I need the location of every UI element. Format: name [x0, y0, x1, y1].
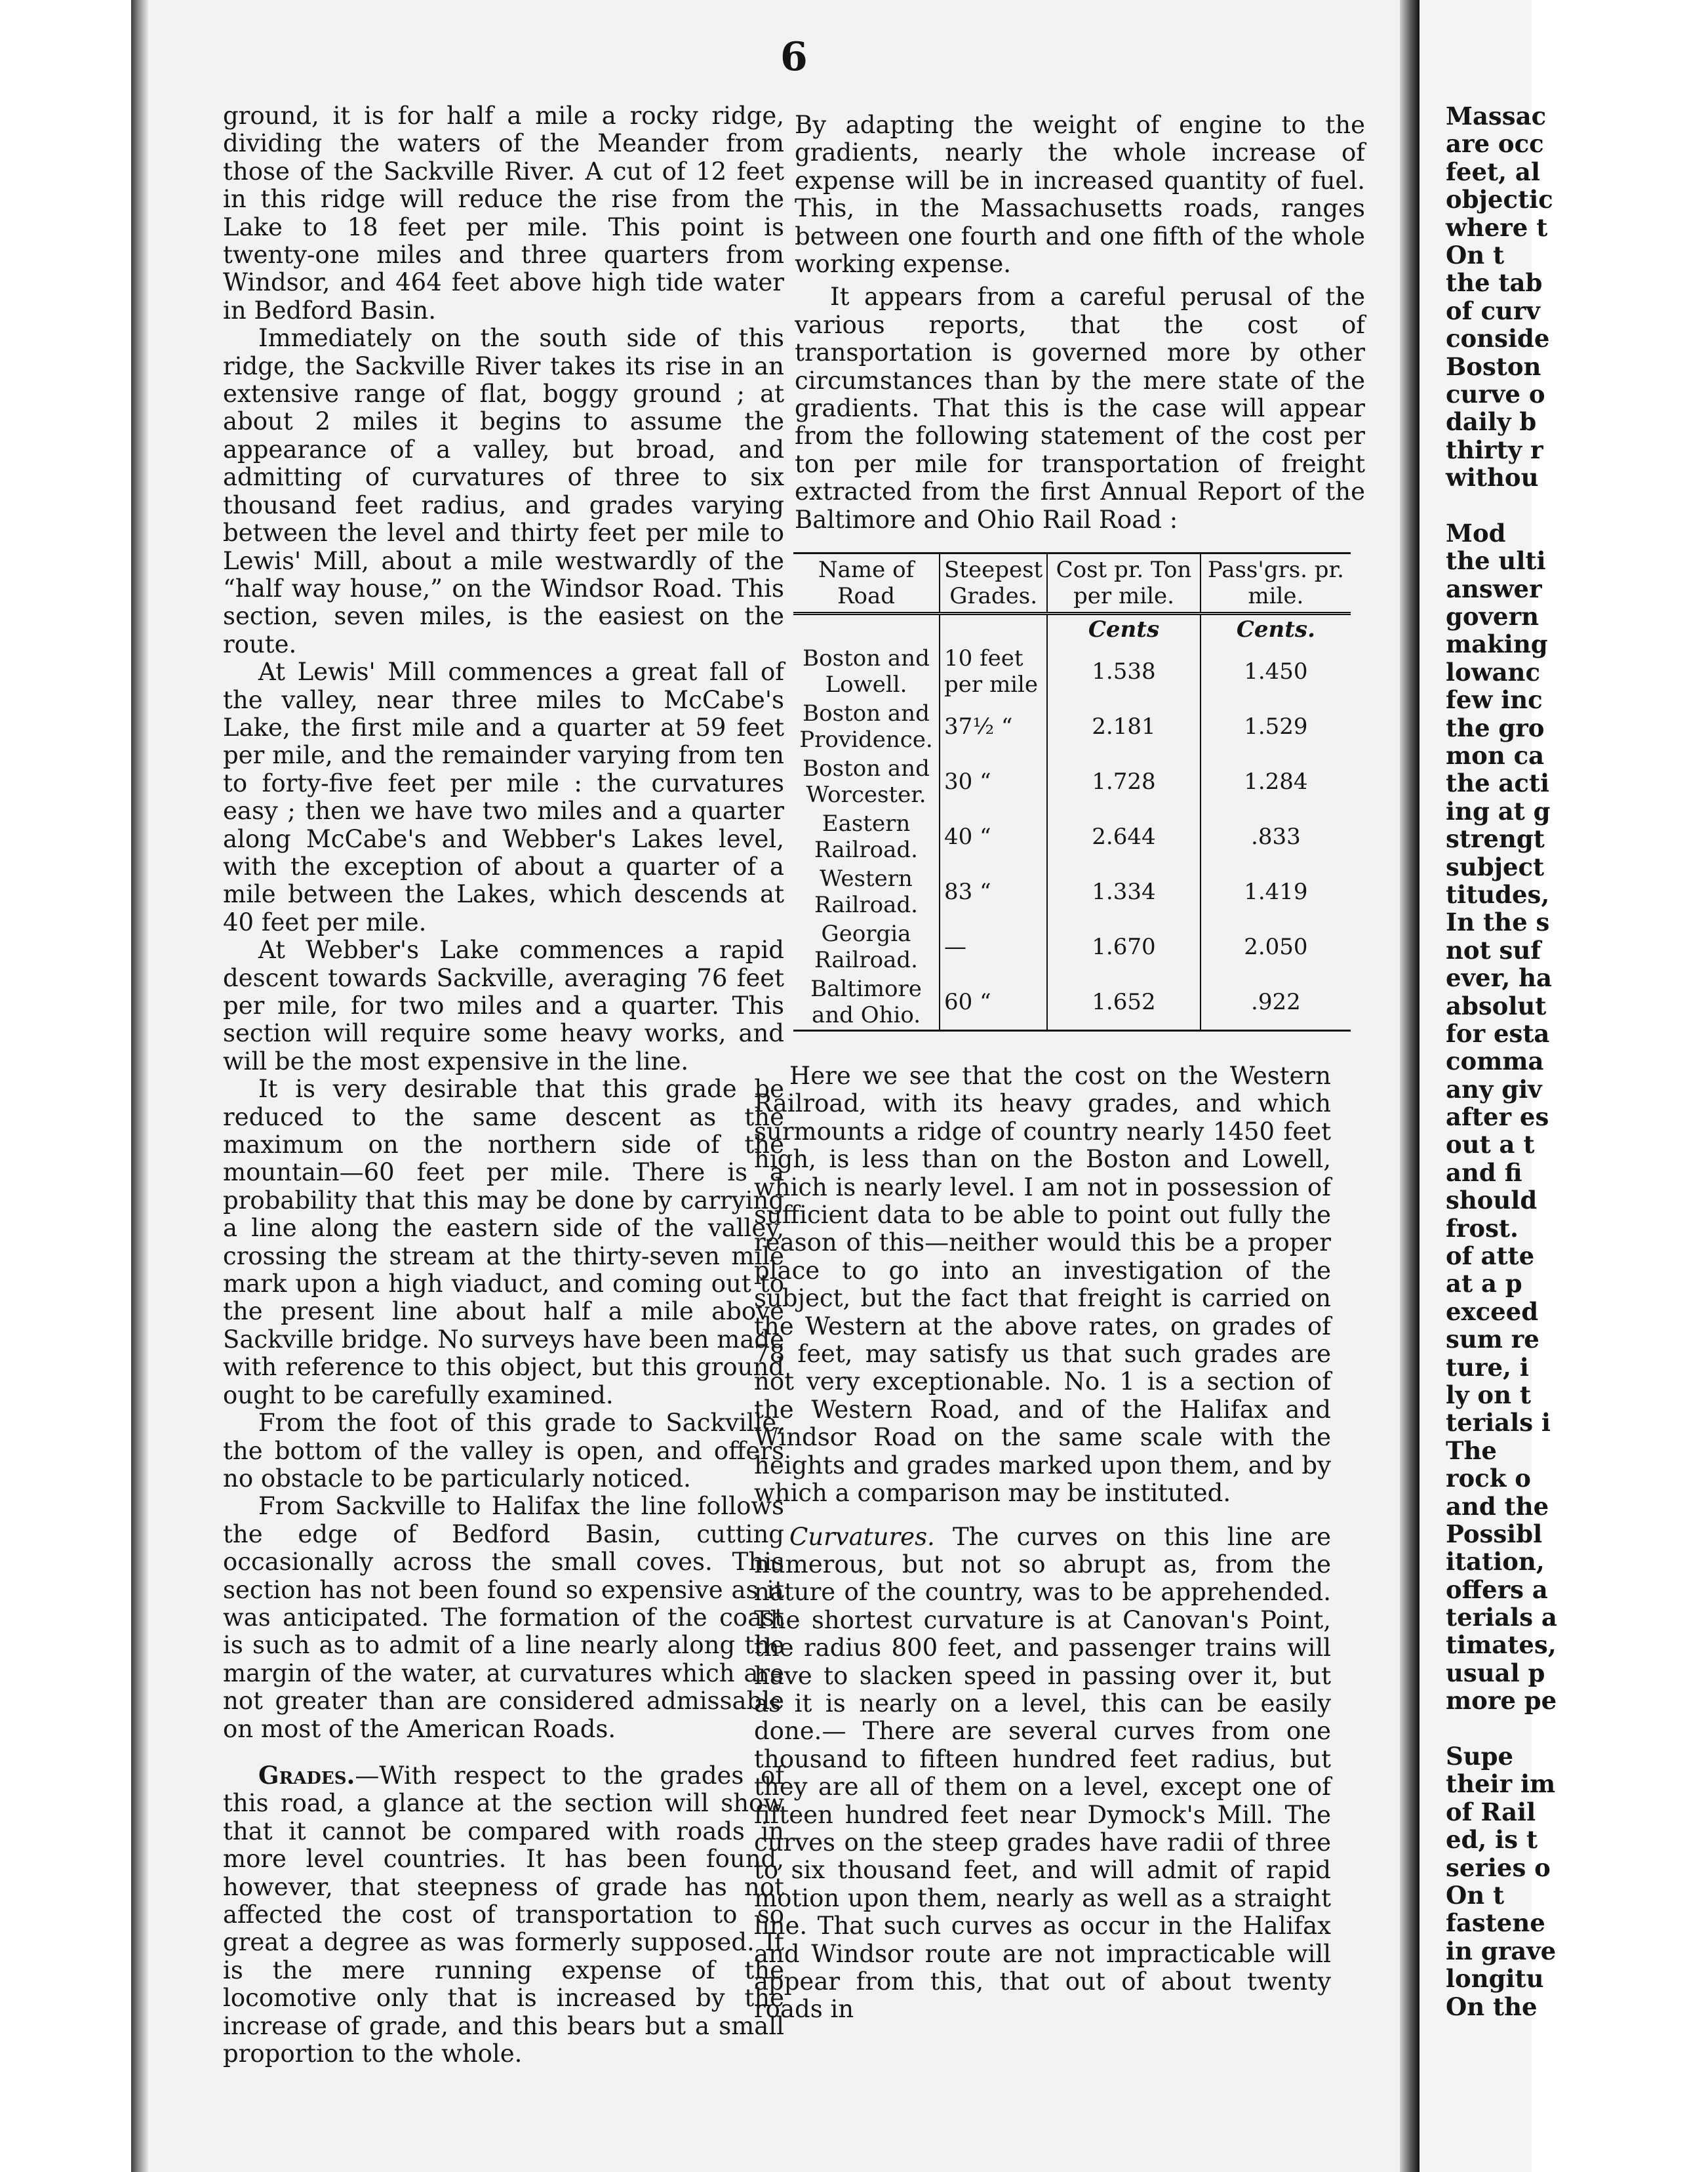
curvatures-heading: Curvatures.	[789, 1522, 935, 1551]
road-name: Georgia Railroad.	[814, 921, 918, 973]
fragment-line: terials i	[1446, 1408, 1551, 1438]
fragment-line: curve o	[1446, 379, 1545, 409]
fragment-line: itation,	[1446, 1547, 1545, 1577]
steepest-grade: 37½ “	[940, 699, 1047, 754]
fragment-line: feet, al	[1446, 157, 1540, 186]
passenger-cost: 1.284	[1201, 754, 1351, 809]
table-row	[793, 809, 1351, 864]
fragment-line: titudes,	[1446, 879, 1550, 909]
fragment-line: frost.	[1446, 1213, 1519, 1243]
header-steepest-grades: Steepest Grades.	[940, 553, 1047, 614]
header-name-of-road: Name of Road	[793, 553, 940, 614]
fragment-line: answer	[1446, 574, 1542, 603]
fragment-line: of atte	[1446, 1241, 1535, 1271]
fragment-line: On t	[1446, 240, 1505, 270]
paragraph: From Sackville to Halifax the line follows the edge of Bedford Basin, cutting occasionally across the small coves. This section has not been found so expensive as it was anticipated. The formation of the coast is such as to admit of a line nearly along the margin of the water, at curvatures which are not greater than are considered admissable on most of the American Roads.	[223, 1492, 784, 1743]
fragment-line: comma	[1446, 1047, 1544, 1076]
fragment-line: and the	[1446, 1491, 1549, 1521]
fragment-line	[1446, 491, 1708, 519]
transport-cost-table	[793, 552, 1351, 1032]
adjacent-page-text	[1446, 102, 1708, 2021]
fragment-line: lowanc	[1446, 657, 1540, 687]
cost-per-ton: 1.538	[1047, 644, 1201, 699]
fragment-line: Mod	[1446, 518, 1506, 548]
fragment-line: for esta	[1446, 1018, 1550, 1048]
fragment-line: the acti	[1446, 769, 1550, 798]
curvatures-paragraph	[754, 1523, 1331, 2024]
steepest-grade: 10 feet per mile	[940, 644, 1047, 699]
road-name: Baltimore and Ohio.	[793, 975, 940, 1031]
paragraph: ground, it is for half a mile a rocky ridge, dividing the waters of the Meander from those of the Sackville River. A cut of 12 feet in this ridge will reduce the rise from the Lake to 18 feet per mile. This point is twenty-one miles and three quarters from Windsor, and 464 feet above high tide water in Bedford Basin.	[223, 102, 784, 325]
cost-per-ton: 1.728	[1047, 754, 1201, 809]
fragment-line: in grave	[1446, 1936, 1557, 1965]
road-name: Boston and Worcester.	[803, 755, 930, 808]
paragraph: At Lewis' Mill commences a great fall of the valley, near three miles to McCabe's Lake, the first mile and a quarter at 59 feet per mile, and the remainder varying from ten to forty-five feet per mile : the curvatures easy ; then we have two miles and a quarter along McCabe's and Webber's Lakes level, with the exception of about a quarter of a mile between the Lakes, which descends at 40 feet per mile.	[223, 658, 784, 936]
units-cell: Cents	[1047, 614, 1201, 645]
fragment-line: longitu	[1446, 1964, 1544, 1994]
fragment-line: series o	[1446, 1853, 1551, 1882]
fragment-line: Massac	[1446, 102, 1547, 131]
road-name: Western Railroad.	[814, 866, 918, 918]
fragment-line: any giv	[1446, 1074, 1542, 1104]
curvatures-text: The curves on this line are numerous, but not so abrupt as, from the nature of the country, was to be apprehended. The shortest curvature is at Canovan's Point, the radius 800 feet, and passenger trains will have to slacken speed in passing over it, but as it is nearly on a level, this can be easily done.— There are several curves from one thousand to fifteen hundred feet radius, but they are all of them on a level, except one of fifteen hundred feet near Dymock's Mill. The curves on the steep grades have radii of three to six thousand feet, and will admit of rapid motion upon them, nearly as well as a straight line. That such curves as occur in the Halifax and Windsor route are not impracticable will appear from this, that out of about twenty roads in	[754, 1522, 1331, 2024]
fragment-line: and fi	[1446, 1157, 1522, 1187]
table-row	[793, 754, 1351, 809]
fragment-line: ly on t	[1446, 1380, 1531, 1409]
cost-per-ton: 2.181	[1047, 699, 1201, 754]
fragment-line: conside	[1446, 324, 1550, 353]
fragment-line: out a t	[1446, 1130, 1535, 1159]
fragment-line: rock o	[1446, 1464, 1531, 1493]
fragment-line: In the s	[1446, 908, 1550, 937]
road-name: Boston and Lowell.	[803, 645, 930, 698]
fragment-line: fastene	[1446, 1908, 1545, 1938]
table-row	[793, 919, 1351, 975]
grades-text: —With respect to the grades of this road, a glance at the section will show that it cannot be compared with roads in more level countries. It has been found, however, that steepness of grade has not affected the cost of transportation to so great a degree as was formerly supposed. It is the mere running expense of the locomotive only that is increased by the increase of grade, and this bears but a small proportion to the whole.	[223, 1761, 784, 2068]
fragment-line: making	[1446, 630, 1548, 659]
steepest-grade: 83 “	[940, 864, 1047, 919]
fragment-line: the gro	[1446, 713, 1545, 742]
fragment-line: terials a	[1446, 1603, 1557, 1632]
header-passengers-per-mile: Pass'grs. pr. mile.	[1201, 553, 1351, 614]
fragment-line: strengt	[1446, 824, 1545, 854]
units-cell	[793, 614, 940, 645]
steepest-grade: —	[940, 919, 1047, 975]
fragment-line: few inc	[1446, 685, 1543, 715]
page-number: 6	[780, 34, 808, 80]
fragment-line: withou	[1446, 463, 1539, 493]
table-row	[793, 699, 1351, 754]
road-name: Eastern Railroad.	[814, 811, 918, 863]
units-cell: Cents.	[1201, 614, 1351, 645]
paragraph: It appears from a careful perusal of the various reports, that the cost of transportation is governed more by other circumstances than by the mere state of the gradients. That this is the case will appear from the following statement of the cost per ton per mile for transportation of freight extracted from the first Annual Report of the Baltimore and Ohio Rail Road :	[795, 283, 1365, 534]
fragment-line: of Rail	[1446, 1797, 1536, 1826]
cost-per-ton: 1.652	[1047, 975, 1201, 1031]
table-units-row	[793, 614, 1351, 645]
paragraph: Here we see that the cost on the Western Railroad, with its heavy grades, and which surmounts a ridge of country nearly 1450 feet high, is less than on the Boston and Lowell, which is nearly level. I am not in possession of sufficient data to be able to point out fully the reason of this—neither would this be a proper place to go into an investigation of the subject, but the fact that freight is carried on the Western at the above rates, on grades of 78 feet, may satisfy us that such grades are not very exceptionable. No. 1 is a section of the Western Road, and of the Halifax and Windsor Road on the same scale with the heights and grades marked upon them, and by which a comparison may be instituted.	[754, 1062, 1331, 1508]
fragment-line: offers a	[1446, 1575, 1548, 1604]
road-name: Boston and Providence.	[799, 700, 933, 753]
right-column-top	[795, 111, 1365, 534]
adjacent-page-fragment	[1420, 0, 1557, 2172]
fragment-line: On the	[1446, 1992, 1538, 2021]
units-cell	[940, 614, 1047, 645]
fragment-line: after es	[1446, 1102, 1549, 1132]
fragment-line: subject	[1446, 852, 1545, 881]
cost-per-ton: 2.644	[1047, 809, 1201, 864]
fragment-line: Boston	[1446, 352, 1541, 381]
fragment-line: ing at g	[1446, 796, 1551, 826]
paragraph: At Webber's Lake commences a rapid descent towards Sackville, averaging 76 feet per mile, for two miles and a quarter. This section will require some heavy works, and will be the most expensive in the line.	[223, 936, 784, 1076]
passenger-cost: 1.419	[1201, 864, 1351, 919]
paragraph: From the foot of this grade to Sackville, the bottom of the valley is open, and offers no obstacle to be particularly noticed.	[223, 1409, 784, 1493]
fragment-line	[1446, 1715, 1708, 1742]
paragraph: Immediately on the south side of this ridge, the Sackville River takes its rise in an extensive range of flat, boggy ground ; at about 2 miles it begins to assume the appearance of a valley, but broad, and admitting of curvatures of three to six thousand feet radius, and grades varying between the level and thirty feet per mile to Lewis' Mill, about a mile westwardly of the “half way house,” on the Windsor Road. This section, seven miles, is the easiest on the route.	[223, 324, 784, 658]
fragment-line: ever, ha	[1446, 963, 1553, 993]
fragment-line: the ulti	[1446, 546, 1546, 576]
fragment-line: timates,	[1446, 1630, 1557, 1660]
left-column	[223, 102, 784, 2068]
right-column-bottom	[754, 1062, 1331, 2024]
fragment-line: should	[1446, 1186, 1538, 1215]
fragment-line: the tab	[1446, 268, 1543, 298]
fragment-line: ture, i	[1446, 1352, 1529, 1382]
fragment-line: daily b	[1446, 407, 1537, 437]
fragment-line: not suf	[1446, 935, 1541, 965]
passenger-cost: .922	[1201, 975, 1351, 1031]
grades-paragraph	[223, 1761, 784, 2068]
fragment-line: Possibl	[1446, 1519, 1543, 1548]
cost-per-ton: 1.670	[1047, 919, 1201, 975]
fragment-line: mon ca	[1446, 740, 1545, 770]
passenger-cost: 2.050	[1201, 919, 1351, 975]
steepest-grade: 30 “	[940, 754, 1047, 809]
fragment-line: The	[1446, 1436, 1497, 1465]
fragment-line: more pe	[1446, 1686, 1557, 1716]
left-gutter-shadow	[131, 0, 148, 2172]
fragment-line: govern	[1446, 602, 1539, 632]
fragment-line: usual p	[1446, 1658, 1545, 1687]
steepest-grade: 60 “	[940, 975, 1047, 1031]
grades-heading: Grades.	[258, 1760, 355, 1790]
passenger-cost: .833	[1201, 809, 1351, 864]
paragraph: It is very desirable that this grade be reduced to the same descent as the maximum on the northern side of the mountain—60 feet per mile. There is a probability that this may be done by carrying a line along the eastern side of the valley, crossing the stream at the thirty-seven mile mark upon a high viaduct, and coming out to the present line about half a mile above Sackville bridge. No surveys have been made with reference to this object, but this ground ought to be carefully examined.	[223, 1075, 784, 1409]
paragraph: By adapting the weight of engine to the gradients, nearly the whole increase of expense will be in increased quantity of fuel. This, in the Massachusetts roads, ranges between one fourth and one fifth of the whole working expense.	[795, 111, 1365, 279]
right-gutter-shadow	[1400, 0, 1420, 2172]
fragment-line: absolut	[1446, 991, 1547, 1020]
fragment-line: exceed	[1446, 1297, 1539, 1326]
passenger-cost: 1.529	[1201, 699, 1351, 754]
fragment-line: at a p	[1446, 1269, 1522, 1298]
fragment-line: sum re	[1446, 1325, 1539, 1354]
fragment-line: objectic	[1446, 185, 1553, 214]
fragment-line: On t	[1446, 1881, 1505, 1910]
table-row	[793, 864, 1351, 919]
fragment-line: ed, is t	[1446, 1825, 1538, 1855]
fragment-line: Supe	[1446, 1742, 1514, 1771]
fragment-line: are occ	[1446, 129, 1544, 159]
fragment-line: where t	[1446, 212, 1548, 242]
fragment-line: their im	[1446, 1769, 1556, 1799]
header-cost-per-ton: Cost pr. Ton per mile.	[1047, 553, 1201, 614]
passenger-cost: 1.450	[1201, 644, 1351, 699]
fragment-line: of curv	[1446, 296, 1540, 325]
steepest-grade: 40 “	[940, 809, 1047, 864]
table-row	[793, 975, 1351, 1031]
table-header-row	[793, 553, 1351, 614]
table-row	[793, 644, 1351, 699]
fragment-line: thirty r	[1446, 435, 1543, 464]
cost-per-ton: 1.334	[1047, 864, 1201, 919]
